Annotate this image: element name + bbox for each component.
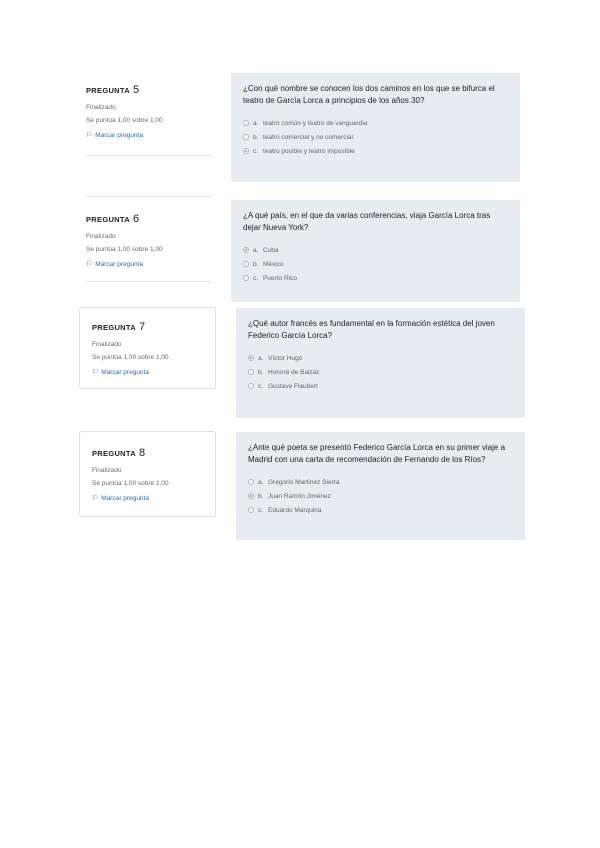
answer-text: Víctor Hugo — [268, 354, 303, 362]
question-status: Finalizado — [92, 467, 122, 474]
radio-button[interactable] — [243, 120, 249, 126]
radio-button[interactable] — [243, 275, 249, 281]
answer-text: Gustave Flaubert — [268, 382, 318, 390]
question-label: PREGUNTA — [86, 86, 130, 95]
question-info — [79, 307, 216, 389]
answer-text: Gregorio Martínez Sierra — [268, 478, 340, 486]
question-score: Se puntúa 1,00 sobre 1,00 — [86, 117, 163, 124]
question-content — [236, 308, 525, 418]
question-status: Finalizado — [86, 104, 116, 111]
answer-text: Honoré de Balzac — [268, 368, 320, 376]
question-number: 8 — [138, 447, 146, 459]
question-label: PREGUNTA — [86, 215, 130, 224]
answer-text: Juan Ramón Jiménez — [268, 492, 331, 500]
answer-option[interactable]: c. Puerto Rico — [243, 271, 508, 285]
flag-question-link[interactable] — [92, 494, 203, 502]
answer-option[interactable]: c. Gustave Flaubert — [248, 379, 513, 393]
answer-list — [248, 351, 513, 393]
flag-question-link[interactable] — [92, 368, 203, 376]
answer-option[interactable]: a. Gregorio Martínez Sierra — [248, 475, 513, 489]
radio-button[interactable] — [248, 479, 254, 485]
question-score: Se puntúa 1,00 sobre 1,00 — [92, 354, 169, 361]
question-text: ¿Con qué nombre se conocen los dos caminos en los que se bifurca el teatro de García Lorca a principios de los años 30? — [243, 84, 495, 105]
question-score: Se puntúa 1,00 sobre 1,00 — [92, 480, 169, 487]
radio-button[interactable] — [243, 134, 249, 140]
answer-option[interactable]: b. Honoré de Balzac — [248, 365, 513, 379]
question-info — [86, 196, 212, 282]
answer-text: México — [263, 260, 284, 268]
flag-icon: ⚐ — [92, 495, 99, 502]
radio-button[interactable] — [248, 507, 254, 513]
flag-question-link[interactable] — [86, 260, 212, 268]
question-content — [231, 73, 520, 182]
radio-button-selected[interactable] — [243, 148, 249, 154]
answer-text: teatro posible y teatro imposible — [263, 147, 355, 155]
question-content — [236, 432, 525, 540]
question-text: ¿A qué país, en el que da varias conferencias, viaja García Lorca tras dejar Nueva York? — [243, 211, 491, 232]
radio-button[interactable] — [248, 369, 254, 375]
answer-text: Eduardo Marquina — [268, 506, 322, 514]
question-number: 7 — [138, 321, 146, 333]
question-number: 5 — [132, 84, 140, 96]
question-status: Finalizado — [86, 233, 116, 240]
flag-icon: ⚐ — [92, 369, 99, 376]
answer-text: Cuba — [263, 246, 279, 254]
radio-button-selected[interactable] — [248, 355, 254, 361]
answer-option[interactable]: b. Juan Ramón Jiménez — [248, 489, 513, 503]
answer-option[interactable]: c. Eduardo Marquina — [248, 503, 513, 517]
radio-button[interactable] — [248, 383, 254, 389]
answer-option[interactable]: c. teatro posible y teatro imposible — [243, 144, 508, 158]
question-info — [79, 431, 216, 517]
question-score: Se puntúa 1,00 sobre 1,00 — [86, 246, 163, 253]
flag-label: Marcar pregunta — [95, 131, 143, 139]
answer-option[interactable]: a. Víctor Hugo — [248, 351, 513, 365]
question-content — [231, 200, 520, 302]
flag-label: Marcar pregunta — [95, 260, 143, 268]
radio-button-selected[interactable] — [243, 247, 249, 253]
answer-option[interactable]: a. teatro común y teatro de vanguardia — [243, 116, 508, 130]
question-number: 6 — [132, 213, 140, 225]
flag-icon: ⚐ — [86, 132, 93, 139]
radio-button[interactable] — [243, 261, 249, 267]
answer-option[interactable]: b. México — [243, 257, 508, 271]
flag-question-link[interactable] — [86, 131, 212, 139]
answer-text: teatro comercial y no comercial — [263, 133, 353, 141]
answer-text: teatro común y teatro de vanguardia — [263, 119, 368, 127]
question-info — [86, 80, 212, 156]
answer-list — [243, 116, 508, 158]
question-label: PREGUNTA — [92, 323, 136, 332]
question-status: Finalizado — [92, 341, 122, 348]
question-label: PREGUNTA — [92, 449, 136, 458]
question-text: ¿Ante qué poeta se presentó Federico García Lorca en su primer viaje a Madrid con una carta de recomendación de Fernando de los Ríos? — [248, 443, 506, 464]
answer-list — [243, 243, 508, 285]
question-text: ¿Qué autor francés es fundamental en la formación estética del joven Federico García Lorca? — [248, 319, 495, 340]
flag-label: Marcar pregunta — [101, 494, 149, 502]
answer-option[interactable]: b. teatro comercial y no comercial — [243, 130, 508, 144]
answer-list — [248, 475, 513, 517]
answer-option[interactable]: a. Cuba — [243, 243, 508, 257]
flag-label: Marcar pregunta — [101, 368, 149, 376]
flag-icon: ⚐ — [86, 261, 93, 268]
answer-text: Puerto Rico — [263, 274, 297, 282]
radio-button-selected[interactable] — [248, 493, 254, 499]
